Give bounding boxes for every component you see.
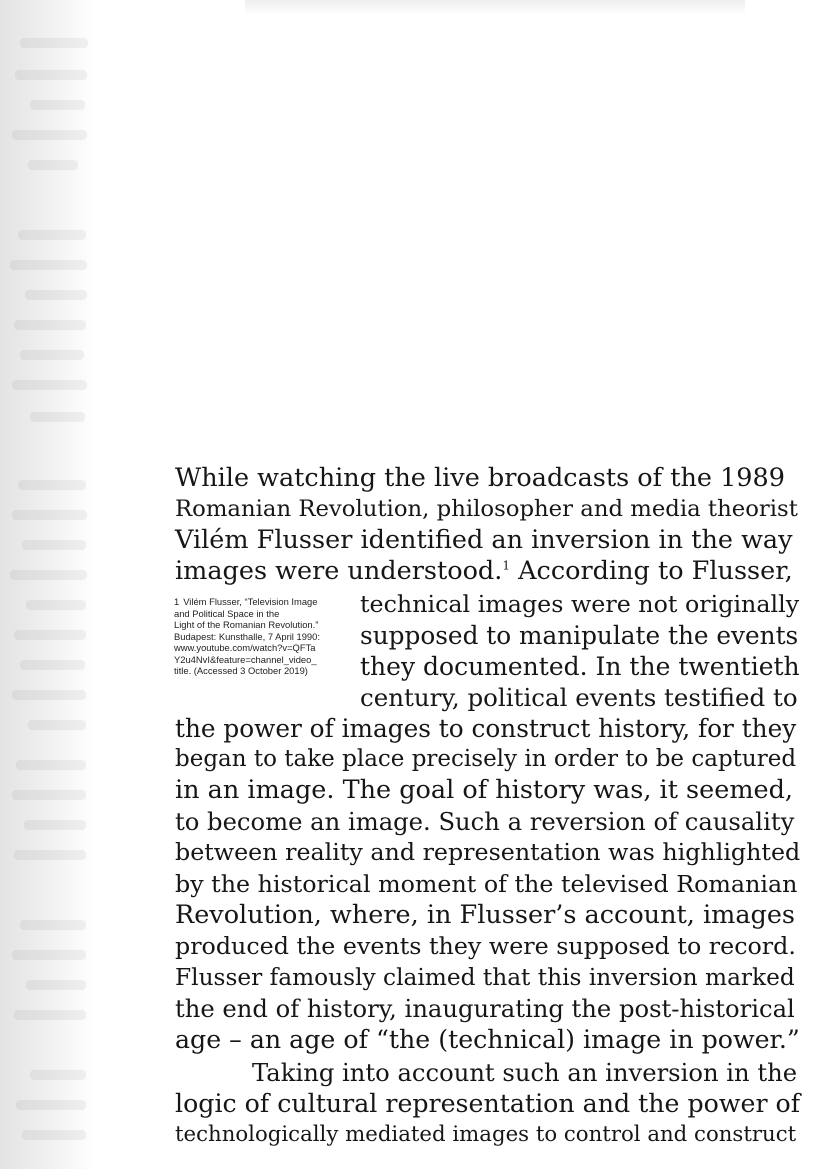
bleed-through-line [12,380,87,390]
bleed-through-line [26,600,86,610]
body-text-line: technologically mediated images to control and construct [175,1122,797,1147]
bleed-through-line [12,690,86,700]
body-text-line: century, political events testified to [360,683,798,712]
body-text-line: Romanian Revolution, philosopher and media theorist [175,496,798,522]
body-text-line: they documented. In the twentieth [360,652,800,681]
body-text-line: to become an image. Such a reversion of causality [175,807,795,836]
body-text-line: Vilém Flusser identified an inversion in the way [175,525,793,555]
body-text-line: in an image. The goal of history was, it seemed, [175,775,794,805]
bleed-through-line [30,100,85,110]
bleed-through-line [20,920,86,930]
body-text-line: the power of images to construct history, for they [175,714,797,743]
page-edge-shadow [0,0,95,1169]
body-text-line: Taking into account such an inversion in the [252,1058,798,1087]
bleed-through-line [25,290,87,300]
body-text-segment: According to Flusser, [510,556,793,586]
bleed-through-line [22,540,86,550]
footnote-line: and Political Space in the [174,607,280,619]
bleed-through-line [18,230,86,240]
bleed-through-line [14,630,86,640]
footnote-line: Budapest: Kunsthalle, 7 April 1990: [174,630,320,642]
bleed-through-line [14,850,86,860]
bleed-through-line [20,350,84,360]
bleed-through-line [16,1100,86,1110]
bleed-through-line [18,480,86,490]
body-text-line: the end of history, inaugurating the post-historical [175,994,795,1023]
footnote-line: title. (Accessed 3 October 2019) [174,665,308,676]
body-text-line: Flusser famously claimed that this inversion marked [175,964,795,991]
bleed-through-line [20,660,85,670]
bleed-through-line [12,790,86,800]
body-text-line: began to take place precisely in order to be captured [175,746,797,772]
top-scan-strip [245,0,745,14]
footnote-url-line: www.youtube.com/watch?v=QFTa [174,642,316,653]
bleed-through-line [14,1010,86,1020]
bleed-through-line [28,160,78,170]
footnote-url-line: Y2u4NvI&feature=channel_video_ [174,653,317,665]
body-text-segment: images were understood. [175,556,503,586]
bleed-through-line [10,260,87,270]
bleed-through-line [28,720,86,730]
bleed-through-line [12,510,87,520]
bleed-through-line [22,1130,86,1140]
footnote-text: Vilém Flusser, “Television Image [183,596,318,607]
body-text-line: Revolution, where, in Flusser’s account, images [175,900,796,930]
body-text-line [175,556,793,587]
footnote-line [174,596,356,608]
body-text-line: age – an age of “the (technical) image in power.” [175,1025,800,1054]
bleed-through-line [30,412,85,422]
bleed-through-line [20,38,88,48]
bleed-through-line [24,820,86,830]
bleed-through-line [15,70,87,80]
bleed-through-line [16,760,86,770]
body-text-line: supposed to manipulate the events [360,621,799,650]
bleed-through-line [26,980,86,990]
body-text-line: by the historical moment of the televised Romanian [175,870,798,898]
bleed-through-line [10,570,87,580]
side-footnote [174,596,356,677]
bleed-through-line [12,950,86,960]
body-text-line: technical images were not originally [360,590,800,618]
body-text-line: logic of cultural representation and the power of [175,1089,801,1118]
body-text-line: between reality and representation was highlighted [175,838,801,866]
body-text-line: produced the events they were supposed to record. [175,932,796,960]
footnote-reference: 1 [502,558,511,573]
bleed-through-line [30,1070,86,1080]
bleed-through-line [14,320,86,330]
bleed-through-line [12,130,87,140]
body-text-line: While watching the live broadcasts of the 1989 [175,463,785,493]
footnote-number: 1 [174,596,180,607]
footnote-line: Light of the Romanian Revolution.” [174,619,319,630]
